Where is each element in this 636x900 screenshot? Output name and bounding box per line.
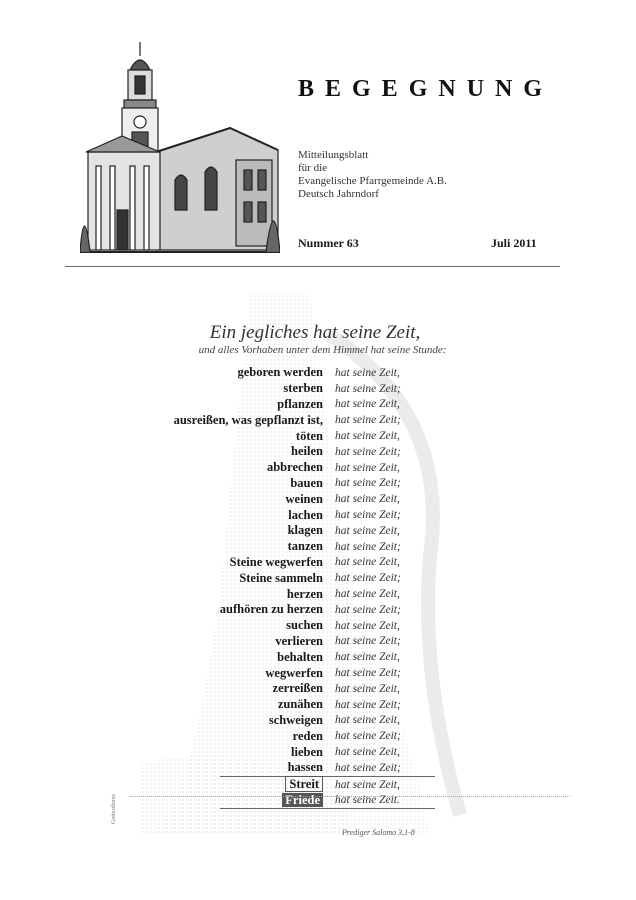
verse-action-text: suchen bbox=[286, 618, 323, 633]
verse-time: hat seine Zeit; bbox=[335, 382, 401, 395]
subtitle-line: Mitteilungsblatt bbox=[298, 149, 369, 161]
verse-time: hat seine Zeit; bbox=[335, 698, 401, 711]
verse-action bbox=[140, 760, 335, 775]
verse-time: hat seine Zeit, bbox=[335, 619, 400, 632]
verse-action-text: heilen bbox=[291, 444, 323, 459]
verse-action-text: behalten bbox=[277, 649, 323, 664]
verse-row bbox=[140, 618, 500, 634]
verse-time: hat seine Zeit, bbox=[335, 746, 400, 759]
subtitle-line: Deutsch Jahrndorf bbox=[298, 188, 379, 200]
verse-action bbox=[140, 539, 335, 554]
verse-action bbox=[140, 729, 335, 744]
verse-time: hat seine Zeit, bbox=[335, 556, 400, 569]
verse-subheading: und alles Vorhaben unter dem Himmel hat seine Stunde: bbox=[198, 344, 447, 356]
verse-row bbox=[140, 586, 500, 602]
verse-row bbox=[140, 602, 500, 618]
verse-source: Prediger Salomo 3,1-8 bbox=[342, 828, 415, 837]
verse-time: hat seine Zeit; bbox=[335, 761, 401, 774]
verse-action bbox=[140, 476, 335, 491]
verse-row bbox=[140, 555, 500, 571]
verse-row bbox=[140, 444, 500, 460]
verse-row bbox=[140, 728, 500, 744]
verse-action bbox=[140, 713, 335, 728]
verse-action-text: schweigen bbox=[268, 712, 323, 727]
verse-action bbox=[140, 492, 335, 507]
verse-row bbox=[140, 539, 500, 555]
verse-action bbox=[140, 365, 335, 380]
verse-time: hat seine Zeit, bbox=[335, 398, 400, 411]
verse-heading: Ein jegliches hat seine Zeit, bbox=[209, 322, 421, 343]
verse-row bbox=[140, 697, 500, 713]
verse-action bbox=[140, 429, 335, 444]
verse-action-text: Friede bbox=[282, 793, 323, 807]
issue-number: Nummer 63 bbox=[298, 236, 359, 250]
verse-action-text: zerreißen bbox=[272, 681, 323, 696]
verse-row bbox=[140, 476, 500, 492]
verse-row bbox=[140, 491, 500, 507]
verse-action-text: tanzen bbox=[287, 539, 323, 554]
verse-time: hat seine Zeit, bbox=[335, 366, 400, 379]
verse-action bbox=[140, 650, 335, 665]
verse-row bbox=[140, 460, 500, 476]
verse-row bbox=[220, 776, 435, 793]
verse-action-text: Streit bbox=[285, 776, 323, 792]
verse-time: hat seine Zeit; bbox=[335, 572, 401, 585]
verse-time: hat seine Zeit; bbox=[335, 414, 401, 427]
verse-time: hat seine Zeit, bbox=[335, 778, 400, 791]
verse-row bbox=[140, 381, 500, 397]
verse-row bbox=[140, 412, 500, 428]
verse-time: hat seine Zeit; bbox=[335, 445, 401, 458]
divider-line bbox=[130, 796, 570, 797]
verse-action-text: bauen bbox=[290, 475, 323, 490]
verse-action-text: weinen bbox=[285, 491, 323, 506]
verse-row bbox=[140, 507, 500, 523]
header-divider bbox=[65, 266, 560, 267]
verse-row bbox=[140, 744, 500, 760]
verse-time: hat seine Zeit, bbox=[335, 714, 400, 727]
verse-time: hat seine Zeit; bbox=[335, 667, 401, 680]
verse-action bbox=[140, 618, 335, 633]
verse-time: hat seine Zeit; bbox=[335, 477, 401, 490]
verse-action bbox=[140, 444, 335, 459]
verse-time: hat seine Zeit, bbox=[335, 524, 400, 537]
verse-row bbox=[140, 523, 500, 539]
verse-action bbox=[140, 397, 335, 412]
subtitle-line: für die bbox=[298, 162, 328, 174]
verse-action-text: lachen bbox=[288, 507, 323, 522]
verse-time: hat seine Zeit, bbox=[335, 430, 400, 443]
verse-action-text: sterben bbox=[283, 381, 323, 396]
verse-time: hat seine Zeit, bbox=[335, 461, 400, 474]
verse-action-text: herzen bbox=[286, 586, 323, 601]
verse-action bbox=[140, 381, 335, 396]
verse-action bbox=[140, 460, 335, 475]
verse-action bbox=[140, 508, 335, 523]
verse-row bbox=[140, 713, 500, 729]
verse-row bbox=[140, 570, 500, 586]
verse-row bbox=[140, 760, 500, 776]
verse-action-text: wegwerfen bbox=[265, 665, 323, 680]
verse-action-text: Steine wegwerfen bbox=[229, 554, 323, 569]
verse-action-text: Steine sammeln bbox=[239, 570, 323, 585]
verse-action bbox=[140, 555, 335, 570]
verse-action bbox=[220, 777, 335, 792]
masthead-title: BEGEGNUNG bbox=[298, 76, 554, 102]
verse-time: hat seine Zeit; bbox=[335, 540, 401, 553]
verse-action bbox=[140, 697, 335, 712]
verse-action-text: zunähen bbox=[277, 697, 323, 712]
verse-time: hat seine Zeit; bbox=[335, 730, 401, 743]
side-credit: Gottesdienst bbox=[111, 794, 117, 824]
issue-date: Juli 2011 bbox=[491, 236, 537, 250]
verse-row bbox=[140, 681, 500, 697]
verse-row bbox=[140, 649, 500, 665]
verse-action-text: töten bbox=[295, 428, 323, 443]
verse-action-text: verlieren bbox=[275, 633, 323, 648]
verse-action-text: ausreißen, was gepflanzt ist, bbox=[173, 412, 323, 427]
verse-action-text: hassen bbox=[287, 760, 323, 775]
verse-action bbox=[140, 587, 335, 602]
verse-action bbox=[140, 602, 335, 617]
verse-time: hat seine Zeit, bbox=[335, 651, 400, 664]
verse-action-text: geboren werden bbox=[237, 365, 323, 380]
verse-time: hat seine Zeit; bbox=[335, 603, 401, 616]
verse-time: hat seine Zeit, bbox=[335, 493, 400, 506]
verse-action-text: aufhören zu herzen bbox=[219, 602, 323, 617]
verse-action-text: lieben bbox=[291, 744, 323, 759]
verse-action-text: abbrechen bbox=[266, 460, 323, 475]
verse-action-text: pflanzen bbox=[277, 396, 323, 411]
verse-row bbox=[140, 428, 500, 444]
verse-action bbox=[140, 666, 335, 681]
verse-row bbox=[140, 397, 500, 413]
verse-time: hat seine Zeit, bbox=[335, 682, 400, 695]
verse-action bbox=[140, 413, 335, 428]
verse-row bbox=[140, 665, 500, 681]
verse-time: hat seine Zeit. bbox=[335, 794, 400, 807]
verse-list bbox=[140, 365, 500, 809]
verse-time: hat seine Zeit; bbox=[335, 635, 401, 648]
church-illustration bbox=[80, 40, 280, 262]
verse-action bbox=[140, 523, 335, 538]
verse-action bbox=[140, 634, 335, 649]
verse-action bbox=[140, 571, 335, 586]
verse-action bbox=[140, 745, 335, 760]
subtitle-line: Evangelische Pfarrgemeinde A.B. bbox=[298, 175, 447, 187]
verse-time: hat seine Zeit, bbox=[335, 588, 400, 601]
verse-row bbox=[140, 634, 500, 650]
verse-action bbox=[140, 681, 335, 696]
verse-action-text: reden bbox=[292, 728, 323, 743]
verse-time: hat seine Zeit; bbox=[335, 509, 401, 522]
verse-action-text: klagen bbox=[287, 523, 323, 538]
verse-row bbox=[140, 365, 500, 381]
masthead-subtitle bbox=[298, 149, 447, 201]
